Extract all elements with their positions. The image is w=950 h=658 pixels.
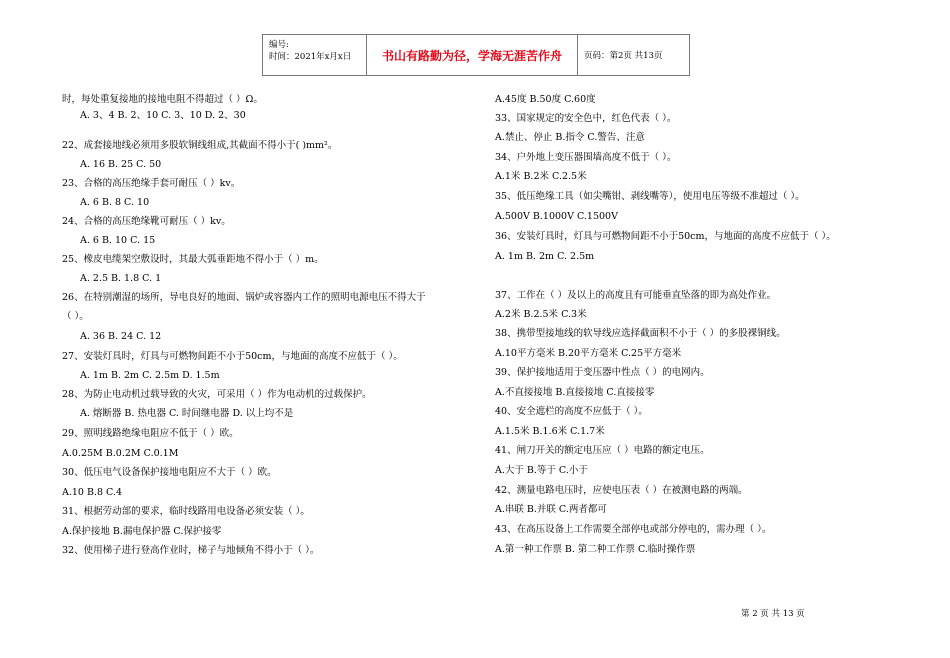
answer-options: A. 6 B. 10 C. 15 (80, 235, 156, 246)
answer-options: A. 1m B. 2m C. 2.5m D. 1.5m (80, 370, 220, 381)
question-line: 28、为防止电动机过载导致的火灾，可采用（ ）作为电动机的过载保护。 (62, 389, 372, 400)
answer-options: A. 6 B. 8 C. 10 (80, 197, 150, 208)
page-number-footer: 第 2 页 共 13 页 (741, 609, 805, 619)
question-line: 35、低压绝缘工具（如尖嘴钳、剥线嘴等），使用电压等级不准超过（ ）。 (495, 191, 805, 202)
answer-options: A.0.25M B.0.2M C.0.1M (62, 448, 179, 459)
answer-options: A.500V B.1000V C.1500V (495, 211, 618, 222)
answer-options: A.45度 B.50度 C.60度 (495, 94, 596, 105)
answer-options: A.保护接地 B.漏电保护器 C.保护接零 (62, 526, 222, 537)
question-line: 22、成套接地线必须用多股软铜线组成,其截面不得小于( )mm²。 (62, 140, 338, 151)
question-line: 33、国家规定的安全色中，红色代表（ ）。 (495, 113, 677, 124)
question-line: 39、保护接地适用于变压器中性点（ ）的电网内。 (495, 367, 710, 378)
document-header (262, 34, 690, 76)
question-line: 时，每处重复接地的接地电阻不得超过（ ）Ω。 (62, 94, 263, 105)
answer-options: A.不直接接地 B.直接接地 C.直接接零 (495, 387, 655, 398)
question-line: 29、照明线路绝缘电阻应不低于（ ）欧。 (62, 428, 239, 439)
answer-options: A.第一种工作票 B. 第二种工作票 C.临时操作票 (495, 544, 696, 555)
header-meta-cell (263, 35, 367, 75)
answer-options: A.1.5米 B.1.6米 C.1.7米 (495, 426, 605, 437)
question-line-continued: （ ）。 (62, 311, 89, 322)
motto-text: 书山有路勤为径，学海无涯苦作舟 (367, 35, 578, 75)
answer-options: A.10平方毫米 B.20平方毫米 C.25平方毫米 (495, 348, 682, 359)
answer-options: A. 3、4 B. 2、10 C. 3、10 D. 2、30 (80, 110, 246, 121)
question-line: 30、低压电气设备保护接地电阻应不大于（ ）欧。 (62, 467, 277, 478)
answer-options: A.大于 B.等于 C.小于 (495, 465, 588, 476)
question-line: 36、安装灯具时，灯具与可燃物间距不小于50cm，与地面的高度不应低于（ ）。 (495, 231, 836, 242)
question-line: 37、工作在（ ）及以上的高度且有可能垂直坠落的即为高处作业。 (495, 290, 777, 301)
question-line: 42、测量电路电压时，应使电压表（ ）在被测电路的两端。 (495, 485, 748, 496)
answer-options: A. 1m B. 2m C. 2.5m (495, 251, 595, 262)
question-line: 25、橡皮电缆架空敷设时，其最大弧垂距地不得小于（ ）m。 (62, 254, 324, 265)
answer-options: A. 2.5 B. 1.8 C. 1 (80, 273, 162, 284)
question-line: 34、户外地上变压器围墙高度不低于（ ）。 (495, 152, 677, 163)
question-line: 24、合格的高压绝缘靴可耐压（ ）kv。 (62, 216, 231, 227)
page-label: 页码：第2页 共13页 (584, 51, 663, 61)
question-line: 40、安全遮栏的高度不应低于（ ）。 (495, 406, 648, 417)
question-line: 23、合格的高压绝缘手套可耐压（ ）kv。 (62, 178, 241, 189)
question-line: 32、使用梯子进行登高作业时，梯子与地倾角不得小于（ ）。 (62, 545, 320, 556)
answer-options: A.禁止、停止 B.指令 C.警告、注意 (495, 132, 645, 143)
number-label: 编号: (269, 40, 289, 50)
answer-options: A. 熔断器 B. 热电器 C. 时间继电器 D. 以上均不是 (80, 408, 294, 419)
question-line: 38、携带型接地线的软导线应选择截面积不小于（ ）的多股裸铜线。 (495, 328, 786, 339)
question-line: 41、闸刀开关的额定电压应（ ）电路的额定电压。 (495, 445, 710, 456)
answer-options: A. 36 B. 24 C. 12 (80, 331, 162, 342)
answer-options: A.1米 B.2米 C.2.5米 (495, 171, 587, 182)
answer-options: A.串联 B.并联 C.两者都可 (495, 504, 607, 515)
answer-options: A.10 B.8 C.4 (62, 487, 123, 498)
question-line: 43、在高压设备上工作需要全部停电或部分停电的，需办理（ ）。 (495, 524, 772, 535)
question-line: 27、安装灯具时，灯具与可燃物间距不小于50cm，与地面的高度不应低于（ ）。 (62, 351, 403, 362)
question-line: 31、根据劳动部的要求，临时线路用电设备必须安装（ ）。 (62, 506, 310, 517)
answer-options: A.2米 B.2.5米 C.3米 (495, 309, 587, 320)
time-label: 时间：2021年x月x日 (269, 52, 352, 62)
answer-options: A. 16 B. 25 C. 50 (80, 159, 162, 170)
question-line: 26、在特别潮湿的场所，导电良好的地面、锅炉或容器内工作的照明电源电压不得大于 (62, 292, 426, 303)
